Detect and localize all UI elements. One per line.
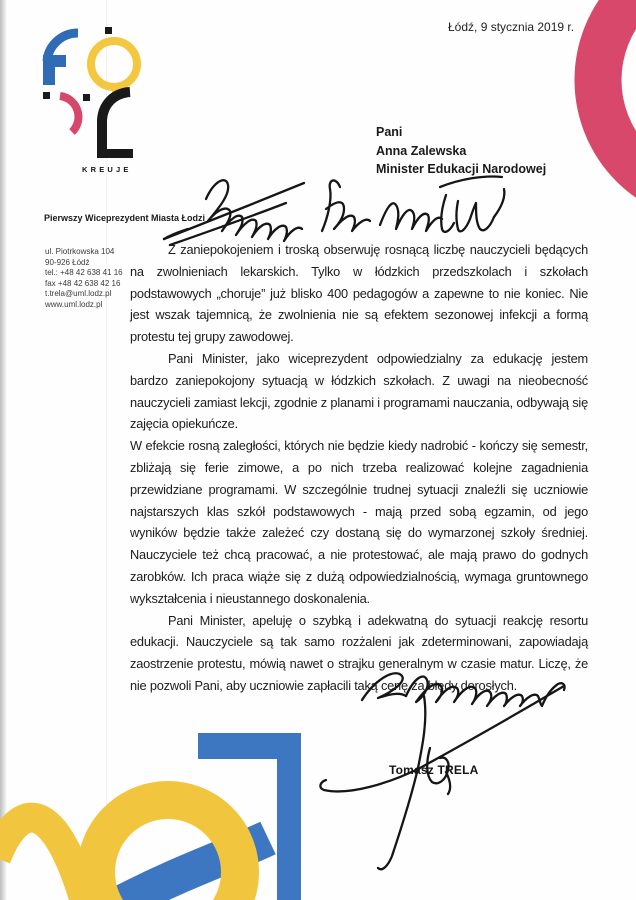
recipient-salutation: Pani — [376, 125, 403, 139]
greeting-t-crossbar — [440, 176, 502, 187]
greeting-flourish-stroke — [164, 229, 188, 239]
logo-letter-l-stem — [43, 55, 55, 85]
letter-body — [130, 239, 588, 697]
sender-address-block — [45, 247, 123, 311]
body-paragraph: W efekcie rosną zaległości, których nie będzie kiedy nadrobić - kończy się semestr, zbliżają się ferie zimowe, a po nich trzeba realizować kolejne zagadnienia przewidziane programami. W szczególnie trudnej sytuacji znaleźli się uczniowie najstarszych klas szkół podstawowych - mają przed sobą egzamin, od jego wyników będzie także zależeć czy dostaną się do wymarzonej szkoły średniej. Nauczyciele też chcą pracować, a nie protestować, ale mają prawo do godnych zarobków. Ich praca wiąże się z dużą odpowiedzialnością, wymaga gruntownego wykształcenia i nieustannego doskonalenia. — [130, 438, 588, 606]
sender-address-line: fax +48 42 638 42 16 — [45, 278, 121, 288]
sender-address-line: tel.: +48 42 638 41 16 — [45, 268, 123, 278]
signatory-name: Tomasz TRELA — [389, 763, 479, 777]
sender-title: Pierwszy Wiceprezydent Miasta Łodzi — [44, 213, 205, 223]
body-paragraph: Z zaniepokojeniem i troską obserwuję rosnącą liczbę nauczycieli będących na zwolnieniach lekarskich. Tylko w łódzkich przedszkolach i szkołach podstawowych „choruje” już blisko 400 pedagogów a zapewne to nie koniec. Nie jest wszak tajemnicą, że zwolnienia nie są efektem sezonowej infekcji a formą protestu tej grupy zawodowej. — [130, 242, 588, 345]
logo-letter-d-arc — [60, 96, 78, 132]
body-paragraph: Pani Minister, apeluję o szybką i adekwatną do sytuacji reakcję resortu edukacji. Nauczyciele są tak samo rozżaleni jak zdeterminowani, zapowiadają zaostrzenie protestu, mówią nawet o strajku generalnym w czasie matur. Liczę, że nie pozwoli Pani, aby uczniowie zapłacili taką cenę za błędy dorosłych. — [130, 612, 588, 693]
logo-letter-z-foot — [97, 149, 133, 158]
sender-address-line: ul. Piotrkowska 104 — [45, 247, 115, 256]
sender-website: www.uml.lodz.pl — [45, 299, 103, 309]
lodz-kreuje-logo — [30, 24, 162, 176]
art-blue-bar — [277, 733, 301, 900]
logo-dot-left — [43, 92, 50, 99]
greeting-word-pani — [322, 180, 370, 231]
date-line: Łódź, 9 stycznia 2019 r. — [448, 20, 575, 34]
logo-caption: KREUJE — [82, 165, 132, 174]
logo-accent-dot-o — [105, 27, 112, 34]
logo-dot-middle — [83, 94, 90, 101]
body-paragraph: Pani Minister, jako wiceprezydent odpowiedzialny za edukację jestem bardzo zaniepokojony sytuacją w łódzkich szkołach. Z uwagi na nieobecność nauczycieli zamiast lekcji, zgodnie z planami i programami nauczania, odbywają się zajęcia opiekuńcze. — [130, 350, 588, 432]
greeting-end-stroke — [494, 189, 504, 217]
decorative-brand-art — [0, 690, 340, 900]
signature-scribble — [406, 677, 565, 706]
art-yellow-left-arc — [0, 818, 86, 900]
logo-letter-z-curve — [102, 92, 130, 157]
pink-ring-shape — [598, 0, 636, 200]
recipient-title: Minister Edukacji Narodowej — [376, 162, 547, 176]
sender-address-line: 90-926 Łódź — [45, 257, 90, 267]
sender-email: t.trela@uml.lodz.pl — [45, 289, 112, 299]
recipient-name: Anna Zalewska — [376, 143, 467, 158]
greeting-word-minister — [380, 195, 494, 232]
logo-letter-o-ring — [91, 41, 137, 87]
signature-z-stroke — [362, 673, 406, 700]
